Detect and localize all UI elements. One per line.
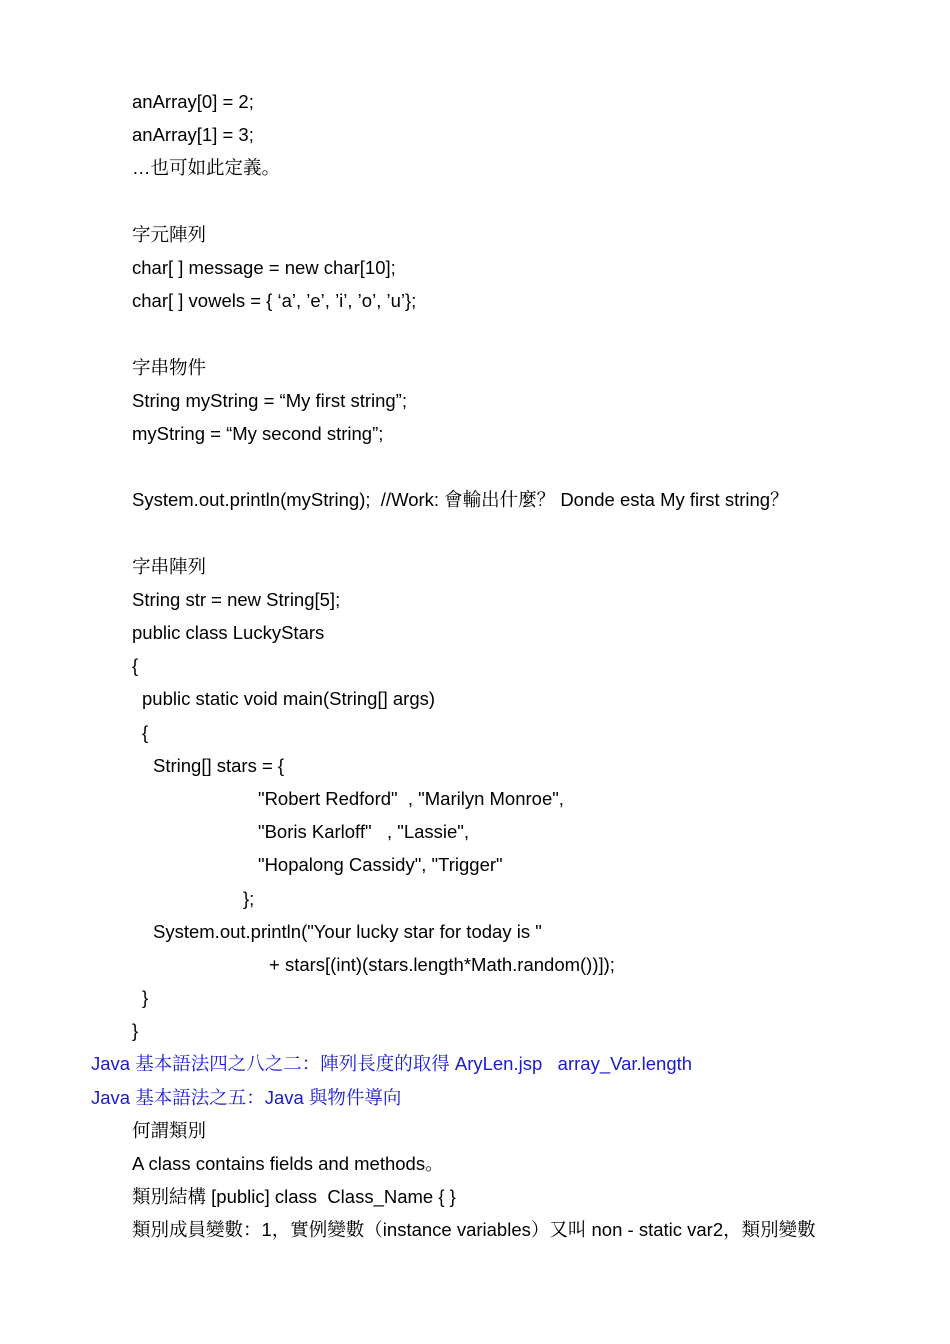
code-line: myString = “My second string”; — [132, 422, 384, 444]
code-line: } — [142, 987, 149, 1009]
text-line: 類別成員變數：1，實例變數（instance variables）又叫 non - static var2，類別變數 — [132, 1219, 816, 1241]
code-line: { — [142, 721, 149, 743]
code-line: } — [132, 1020, 139, 1042]
code-line: String[] stars = { — [153, 754, 285, 776]
blank-line — [0, 516, 950, 549]
code-line: char[ ] vowels = { ‘a’, ’e’, ’i’, ’o’, ’u’}; — [132, 290, 417, 312]
code-line: "Boris Karloff" , "Lassie", — [258, 821, 470, 843]
code-line: "Robert Redford" , "Marilyn Monroe", — [258, 787, 564, 809]
blank-line — [0, 450, 950, 483]
code-line: }; — [243, 887, 255, 909]
text-line: 類別結構 [public] class Class_Name { } — [132, 1186, 456, 1208]
section-label: 字串物件 — [132, 356, 207, 378]
text-line: A class contains fields and methods。 — [132, 1153, 444, 1174]
blank-line — [0, 317, 950, 350]
section-heading: Java 基本語法四之八之二：陣列長度的取得 AryLen.jsp array_Var.length — [91, 1053, 693, 1075]
code-line: char[ ] message = new char[10]; — [132, 256, 396, 278]
text-line: …也可如此定義。 — [132, 157, 281, 179]
section-label: 字元陣列 — [132, 223, 207, 245]
code-line: anArray[1] = 3; — [132, 124, 254, 146]
section-heading: Java 基本語法之五：Java 與物件導向 — [91, 1086, 402, 1108]
code-line: public class LuckyStars — [132, 622, 325, 643]
code-line: anArray[0] = 2; — [132, 91, 254, 112]
code-line: System.out.println("Your lucky star for today is " — [153, 920, 542, 942]
code-line: + stars[(int)(stars.length*Math.random())]); — [269, 953, 615, 975]
code-line: public static void main(String[] args) — [142, 688, 436, 710]
text-line: 何謂類別 — [132, 1119, 207, 1141]
section-label: 字串陣列 — [132, 555, 207, 577]
code-line: "Hopalong Cassidy", "Trigger" — [258, 854, 503, 876]
code-line: { — [132, 655, 139, 677]
document-page — [0, 85, 950, 1247]
blank-line — [0, 185, 950, 218]
code-line: System.out.println(myString); //Work: 會輸出什麼？ Donde esta My first string？ — [132, 489, 789, 511]
code-line: String str = new String[5]; — [132, 588, 341, 610]
code-line: String myString = “My first string”; — [132, 389, 407, 411]
